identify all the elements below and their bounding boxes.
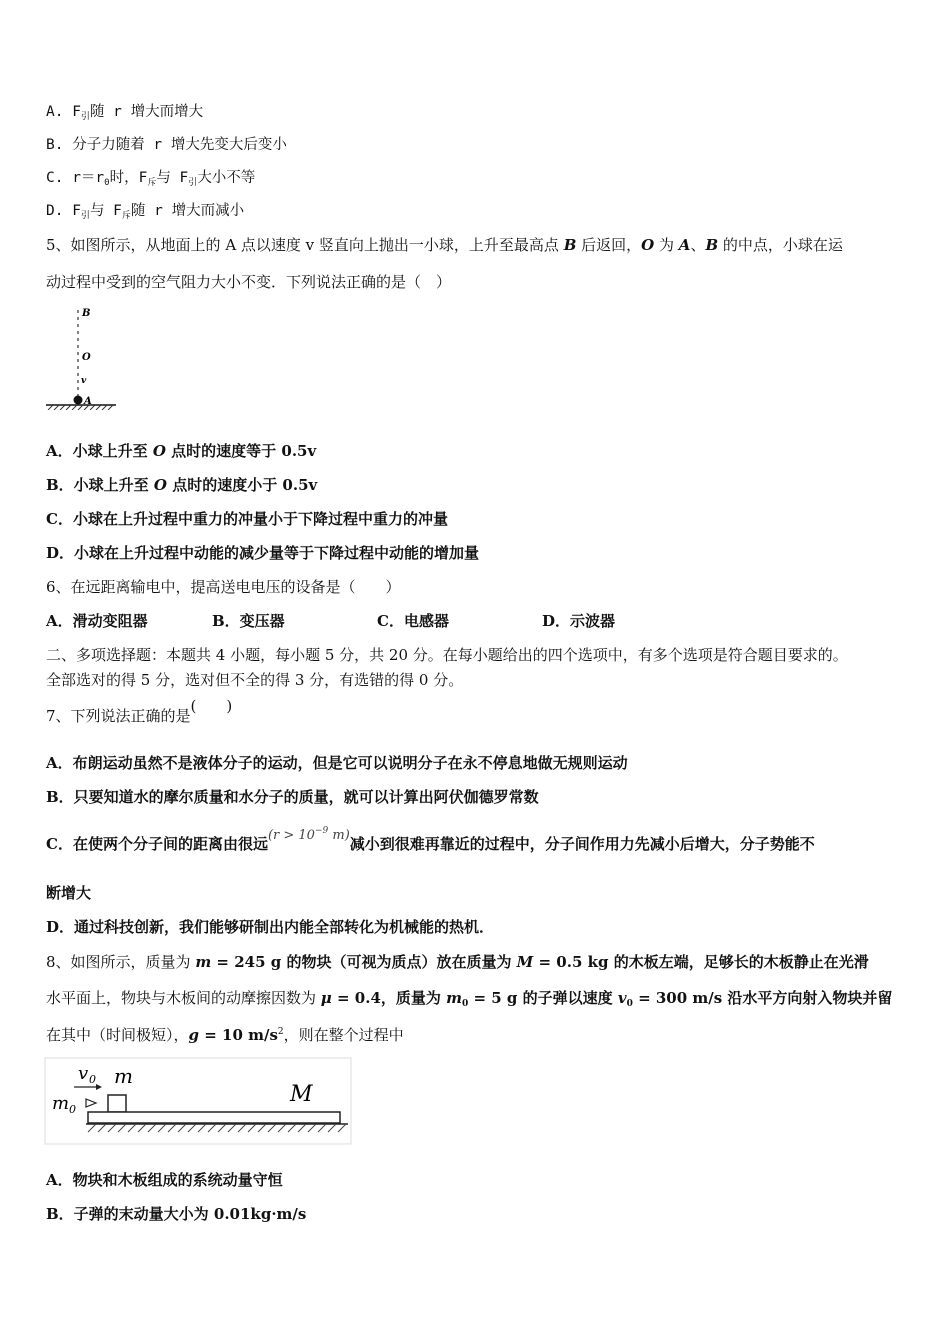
q5-stem-line1: 5、如图所示，从地面上的 A 点以速度 v 竖直向上抛出一小球，上升至最高点 B 后返回，O 为 A、B 的中点，小球在运	[46, 236, 843, 254]
fig5-label-v: v	[81, 376, 87, 386]
q7-option-a: A．布朗运动虽然不是液体分子的运动，但是它可以说明分子在永不停息地做无规则运动	[46, 754, 628, 772]
q4-option-b: B. 分子力随着 r 增大先变大后变小	[46, 137, 287, 153]
fig5-label-o: O	[82, 352, 91, 363]
q7-option-d: D．通过科技创新，我们能够研制出内能全部转化为机械能的热机．	[46, 918, 495, 936]
q8-figure	[44, 1057, 352, 1145]
q8-option-a: A．物块和木板组成的系统动量守恒	[46, 1171, 283, 1189]
q7-option-b: B．只要知道水的摩尔质量和水分子的质量，就可以计算出阿伏伽德罗常数	[46, 788, 539, 806]
q6-stem: 6、在远距离输电中，提高送电电压的设备是（ ）	[46, 578, 401, 596]
section2-line2: 全部选对的得 5 分，选对但不全的得 3 分，有选错的得 0 分。	[46, 671, 464, 689]
fig5-label-b: B	[82, 308, 91, 319]
fig5-label-a: A	[84, 396, 92, 407]
fig8-v0-sub: 0	[89, 1073, 96, 1086]
q8-stem-line3: 在其中（时间极短），g = 10 $m/s^2$，则在整个过程中	[46, 1026, 404, 1044]
q6-option-b: B．变压器	[212, 612, 285, 630]
q6-option-a: A．滑动变阻器	[46, 612, 148, 630]
q7-option-c: C．在使两个分子间的距离由很远($r > 10^{-9}$ m)减小到很难再靠近的过程中，分子间作用力先减小后增大，分子势能不	[46, 826, 815, 853]
q6-option-d: D．示波器	[542, 612, 616, 630]
q7-option-c-cont: 断增大	[46, 884, 92, 902]
q7-stem: 7、下列说法正确的是( )	[46, 697, 233, 725]
q4-option-d: D. $F_引$与 $F_斥$随 r 增大而减小	[46, 203, 245, 221]
q6-option-c: C．电感器	[377, 612, 449, 630]
q5-option-c: C．小球在上升过程中重力的冲量小于下降过程中重力的冲量	[46, 510, 448, 528]
q8-option-b: B．子弹的末动量大小为 0.01kg·m/s	[46, 1205, 307, 1223]
fig8-m: m	[114, 1064, 133, 1088]
q4-option-c: C. $r=r_0$时，$F_斥$与 $F_引$大小不等	[46, 170, 256, 188]
fig8-m0: m	[52, 1093, 70, 1114]
q5-option-d: D．小球在上升过程中动能的减少量等于下降过程中动能的增加量	[46, 544, 480, 562]
q5-option-a: A．小球上升至 O 点时的速度等于 0.5v	[46, 442, 317, 460]
q8-stem-line2: 水平面上，物块与木板间的动摩擦因数为 μ = 0.4，质量为 $m_0 = 5$ g 的子弹以速度 $v_0 = 300$ m/s 沿水平方向射入物块并留	[46, 989, 893, 1009]
fig8-m0-sub: 0	[69, 1103, 76, 1116]
q4-option-a: A. $F_引$随 r 增大而增大	[46, 104, 204, 122]
q5-figure	[40, 302, 120, 410]
q5-stem-line2: 动过程中受到的空气阻力大小不变．下列说法正确的是（ ）	[46, 273, 452, 291]
fig8-M: M	[290, 1082, 313, 1107]
fig8-v0: v	[78, 1063, 89, 1084]
q8-stem-line1: 8、如图所示，质量为 m = 245 g 的物块（可视为质点）放在质量为 M = 0.5 kg 的木板左端，足够长的木板静止在光滑	[46, 953, 869, 971]
section2-line1: 二、多项选择题：本题共 4 小题，每小题 5 分，共 20 分。在每小题给出的四个选项中，有多个选项是符合题目要求的。	[46, 646, 848, 664]
q5-option-b: B．小球上升至 O 点时的速度小于 0.5v	[46, 476, 318, 494]
